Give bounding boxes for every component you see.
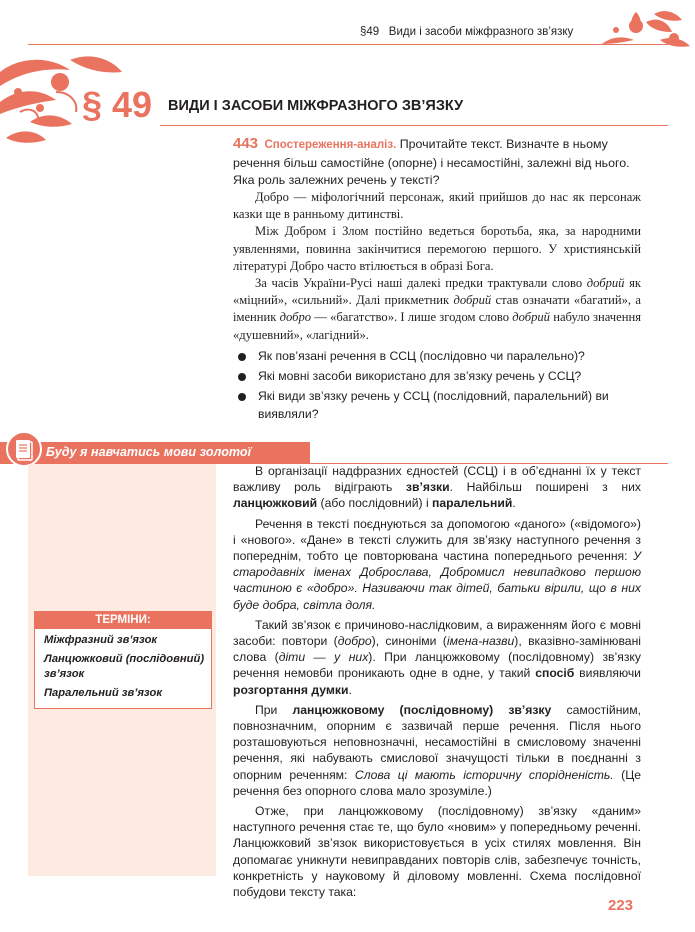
theory-paragraph bbox=[233, 702, 641, 799]
text-run: самостійним, повнозначним, опорним є зазвичай перше речення. Після нього розташовуються неповнозначні, несамостійні в смисловому значенні речення, які набувають смислової значущості тільки в поєднанні з опорним реченням: bbox=[233, 702, 641, 782]
term-item: Міжфразний зв’язок bbox=[44, 634, 158, 646]
theory-paragraph bbox=[233, 463, 641, 512]
rubric-title: Буду я навчатись мови золотої bbox=[46, 445, 252, 459]
text-run: ), синоніми ( bbox=[371, 634, 447, 649]
emphasis-word: добрий bbox=[453, 293, 492, 308]
section-rule bbox=[160, 125, 668, 126]
bold-term: ланцюжковому (послідовному) зв’язку bbox=[292, 702, 552, 717]
section-number: § 49 bbox=[82, 84, 153, 125]
question-item bbox=[233, 348, 641, 365]
example-word: діти — у них bbox=[278, 650, 369, 665]
reading-paragraph: Між Добром і Злом постійно ведеться боротьба, яка, за народними уявленнями, повинна закінчитися перемогою першого. У християнській літературі Добро часто втілюється в образі Бога. bbox=[233, 224, 641, 273]
text-run: За часів України-Русі наші далекі предки трактували слово bbox=[255, 276, 583, 291]
reading-paragraph: Добро — міфологічний персонаж, який прийшов до нас як персонаж казки ще в ранньому дитинстві. bbox=[233, 190, 641, 222]
running-head-title: Види і засоби міжфразного зв’язку bbox=[388, 26, 574, 38]
theory-text bbox=[233, 463, 641, 900]
emphasis-word: добрий bbox=[512, 310, 550, 325]
reading-text bbox=[233, 189, 641, 344]
question-text: Як пов’язані речення в ССЦ (послідовно чи паралельно)? bbox=[258, 349, 585, 363]
text-run: як «міцний», «сильний». Далі прикметник bbox=[233, 276, 641, 308]
text-run: . Найбільш поширені з них bbox=[449, 480, 641, 495]
bullet-icon bbox=[238, 393, 246, 401]
text-run: ), вказівно-замінювані слова ( bbox=[233, 634, 642, 665]
text-run: При bbox=[255, 702, 278, 717]
text-run: ). При ланцюжковому (послідовному) зв’язку речення немовби проникають одне в одне, у такий bbox=[233, 650, 641, 681]
exercise-label: Спостереження-аналіз. bbox=[264, 139, 397, 151]
header-rule bbox=[28, 44, 668, 45]
theory-paragraph bbox=[233, 516, 641, 613]
example-word: добро bbox=[337, 634, 372, 649]
question-text: Які мовні засоби використано для зв’язку речень у ССЦ? bbox=[258, 369, 582, 384]
section-title: ВИДИ І ЗАСОБИ МІЖФРАЗНОГО ЗВ’ЯЗКУ bbox=[168, 98, 464, 114]
theory-paragraph: Отже, при ланцюжковому (послідовному) зв’язку «даним» наступного речення стає те, що було «новим» у попередньому реченні. Ланцюжковий зв’язок використовується в усіх стилях мовлення. Він допомагає уникнути невиправданих повторів слів, забезпечує точність, конкретність у науковому й діловому мовленні. Схема послідовної побудови тексту така: bbox=[233, 804, 641, 900]
text-run: Речення в тексті поєднуються за допомогою «даного» («відомого») і «нового». «Дане» в тексті служить для зв’язку наступного речення з попереднім, тобто це повторювана частина попереднього речення: bbox=[233, 516, 641, 564]
bold-term: спосіб bbox=[535, 666, 575, 681]
running-head-section: §49 bbox=[360, 26, 380, 38]
question-item bbox=[233, 388, 641, 422]
text-run: набуло значення «душевний», «лагідний». bbox=[233, 310, 641, 342]
text-run: виявляючи bbox=[579, 666, 641, 681]
example-text: У стародавніх іменах Доброслава, Добромисл невипадково першою частиною є «добро». Називаючи так дітей, батьки вірили, що в них буде добра, світла доля. bbox=[233, 549, 642, 612]
terms-list bbox=[44, 633, 208, 704]
exercise-number: 443 bbox=[233, 135, 259, 152]
bullet-icon bbox=[238, 353, 246, 361]
theory-paragraph bbox=[233, 617, 641, 698]
running-head bbox=[360, 26, 573, 38]
bold-term: розгортання думки bbox=[233, 682, 349, 697]
question-item bbox=[233, 368, 641, 385]
text-run: — «багатство». І лише згодом слово bbox=[314, 310, 510, 325]
terms-heading: ТЕРМІНИ: bbox=[34, 611, 212, 629]
notebook-icon bbox=[6, 431, 42, 467]
text-run: став означати «багатий», а іменник bbox=[233, 293, 641, 325]
reading-paragraph bbox=[233, 275, 641, 344]
text-run: (Це речення без опорного слова мало зрозуміле.) bbox=[233, 767, 642, 798]
text-run: . bbox=[348, 682, 352, 697]
question-list bbox=[233, 348, 641, 426]
example-word: імена-назви bbox=[446, 634, 515, 649]
question-text: Які види зв’язку речень у ССЦ (послідовний, паралельний) ви виявляли? bbox=[258, 389, 609, 421]
bold-term: паралельний bbox=[432, 496, 513, 511]
emphasis-word: добрий bbox=[586, 276, 625, 291]
text-run: . bbox=[512, 496, 516, 511]
emphasis-word: добро bbox=[279, 310, 312, 325]
bold-term: зв’язки bbox=[405, 480, 450, 495]
text-run: В організації надфразних єдностей (ССЦ) і в об’єднанні їх у текст важливу роль відіграють bbox=[233, 464, 641, 495]
page-number: 223 bbox=[608, 897, 634, 914]
exercise-task bbox=[233, 135, 641, 190]
example-text: Слова ці мають історичну спорідненість. bbox=[354, 767, 614, 782]
text-run: Такий зв’язок є причиново-наслідковим, а вираженням його є мовні засоби: повтори ( bbox=[233, 617, 641, 649]
bullet-icon bbox=[238, 373, 246, 381]
term-item: Ланцюжковий (послідовний) зв’язок bbox=[44, 652, 205, 680]
floral-ornament-icon bbox=[594, 6, 694, 50]
bold-term: ланцюжковий bbox=[233, 496, 318, 511]
term-item: Паралельний зв’язок bbox=[44, 686, 162, 699]
exercise-instructions: Прочитайте текст. Визначте в ньому речення більш самостійне (опорне) і несамостійні, залежні від нього. Яка роль залежних речень у тексті? bbox=[233, 137, 630, 187]
text-run: (або послідовний) і bbox=[320, 496, 429, 511]
